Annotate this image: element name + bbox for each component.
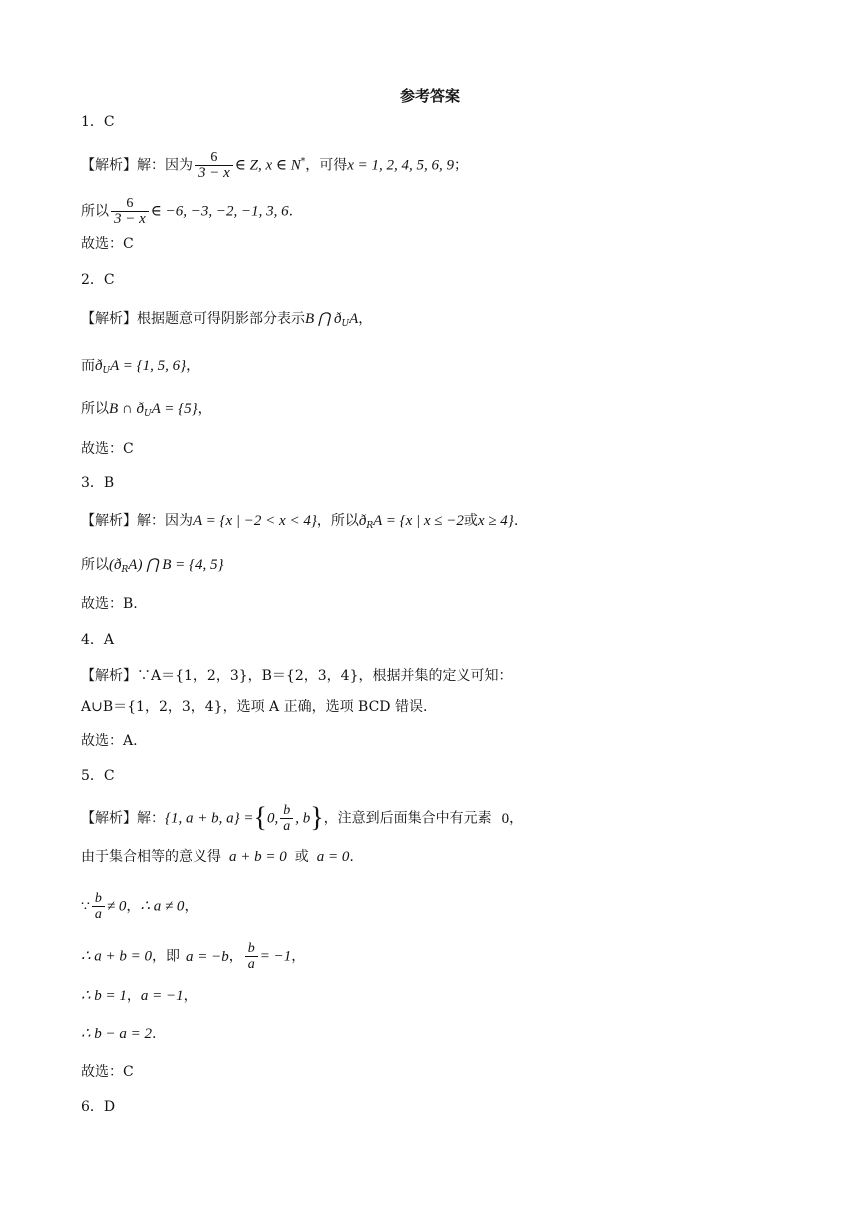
q1-l2-math: ∈ −6, −3, −2, −1, 3, 6 [150,203,289,220]
q3-l1-text: 【解析】解：因为 [81,513,193,529]
q5-l2-m1: a + b = 0 [229,849,287,865]
q5-analysis-line6 [81,1024,157,1044]
q2-analysis-line1 [81,309,372,334]
q2-l2-text: 而 [81,358,95,374]
q1-fraction-2 [111,196,149,227]
q1-x-values: x = 1, 2, 4, 5, 6, 9 [347,157,455,174]
q5-answer: 故选：C [81,1064,134,1080]
q2-l1-text: 【解析】根据题意可得阴影部分表示 [81,311,305,327]
q5-set-zero: 0, [266,810,279,827]
q5-l4-frac-den: a [245,956,258,972]
q5-l3-pre: ∵ [81,898,90,915]
q5-l6-end: . [152,1026,157,1042]
q1-fraction [195,150,233,181]
q5-frac-den: a [280,818,293,834]
q1-frac2-den: 3 − x [111,211,149,227]
q2-l2-math2: A = {1, 5, 6} [110,358,187,374]
q3-analysis-line1 [81,511,518,536]
q3-l2-sub: R [121,565,129,575]
q5-l1-text: 【解析】解： [81,810,165,827]
q5-l2-text: 由于集合相等的意义得 [81,849,221,865]
q5-l4-m1: ∴ a + b = 0 [81,948,153,965]
q1-end: ； [454,157,469,174]
q5-l3-frac-num: b [94,891,102,906]
q5-set-b: , b [295,810,311,827]
q3-comp-set-end: x ≥ 4} [477,513,514,529]
q5-l5-m1: ∴ b = 1 [81,988,127,1004]
q2-answer: 故选：C [81,441,134,457]
q2-l2-end: ， [186,358,201,374]
q5-frac-num: b [283,803,291,818]
q2-l3-math: B ∩ ð [109,401,144,417]
q5-l4-fraction [245,941,258,972]
q2-l1-math: B ⋂ ð [305,311,342,327]
q3-comp-set: A = {x | x ≤ −2 [373,513,464,529]
q1-l2-end: . [288,203,294,220]
q4-answer: 故选：A. [81,733,138,749]
q2-l1-end: ， [358,311,373,327]
q5-l3-mid: ， [126,898,141,915]
q5-l3-m2: ∴ a ≠ 0 [140,898,185,915]
q5-number: 5．C [81,768,115,784]
q3-l2-text: 所以 [81,557,109,573]
q5-zero: 0 [501,810,510,827]
q2-analysis-line3 [81,399,212,424]
q2-l1-math2: A [349,311,359,327]
q3-l2-m2: A) ⋂ B = {4, 5} [128,557,224,573]
q5-l3-frac-den: a [92,906,105,922]
q5-fraction [280,803,293,834]
q1-text-b: ，可得 [305,157,348,174]
q1-frac-num: 6 [210,150,218,165]
q1-analysis-line1 [81,150,468,181]
q3-l1-end: . [513,513,519,529]
q5-analysis-line2 [81,847,354,867]
q5-l6-m: ∴ b − a = 2 [81,1026,153,1042]
q5-l4-end: ， [291,948,306,965]
q1-answer: 故选：C [81,236,134,252]
q5-set-left: {1, a + b, a} = [165,810,254,827]
q3-comp: ð [358,513,367,529]
q5-analysis-line3 [81,891,198,922]
q5-l4-sep: ， [228,948,243,965]
q1-text-a: 解：因为 [137,157,193,174]
q5-l4-m3: = −1 [259,948,292,965]
q4-number: 4．A [81,632,115,648]
q2-l3-end: ， [197,401,212,417]
q5-l4-frac-num: b [247,941,255,956]
q5-l4-mid: ，即 [152,948,181,965]
q3-analysis-line2 [81,555,224,580]
q5-l2-or: 或 [294,849,309,865]
q1-frac-den: 3 − x [195,165,233,181]
q3-l2-m1: (ð [109,557,122,573]
q5-l5-mid: ， [126,988,141,1004]
q5-analysis-line1 [81,803,523,834]
page-title: 参考答案 [399,87,460,105]
q3-or: 或 [463,513,478,529]
right-brace: } [310,802,324,834]
q5-l2-end: . [349,849,354,865]
q2-l2-math: ð [95,358,103,374]
q4-analysis-line2: A∪B＝{1，2，3，4}，选项 A 正确，选项 BCD 错误. [81,699,428,715]
q2-analysis-line2 [81,356,200,381]
q2-l3-sub: U [144,409,152,419]
q3-answer: 故选：B. [81,596,138,612]
q5-l4-m2: a = −b [186,948,229,965]
q5-l3-end: ， [184,898,199,915]
q3-l1-mid: ，所以 [316,513,359,529]
q4-analysis-line1: 【解析】∵A＝{1，2，3}，B＝{2，3，4}，根据并集的定义可知： [81,668,513,684]
q1-math-set: ∈ Z, x ∈ N [234,157,301,174]
left-brace: { [253,802,267,834]
q5-l2-m2: a = 0 [316,849,350,865]
q5-l1-mid: ，注意到后面集合中有元素 [323,810,492,827]
q1-sup: * [300,156,306,167]
q5-analysis-line4 [81,941,305,972]
q1-analysis-line2 [81,196,293,227]
q2-l1-sub: U [341,319,350,329]
q5-l3-m1: ≠ 0 [106,898,127,915]
q2-l2-sub: U [102,366,111,376]
q3-number: 3．B [81,475,115,491]
q3-set-a: A = {x | −2 < x < 4} [193,513,317,529]
q6-number: 6．D [81,1099,116,1115]
q1-l2-text: 所以 [81,203,109,220]
q5-analysis-line5 [81,986,198,1006]
q2-l3-text: 所以 [81,401,109,417]
q5-l3-fraction [92,891,105,922]
q5-l5-m2: a = −1 [140,988,184,1004]
analysis-tag: 【解析】 [81,157,137,174]
q3-sub: R [366,521,374,531]
q1-frac2-num: 6 [126,196,134,211]
q5-l1-end: ， [509,810,524,827]
q2-l3-math2: A = {5} [151,401,198,417]
q5-l5-end: ， [183,988,198,1004]
q2-number: 2．C [81,272,115,288]
q1-number: 1．C [81,114,115,130]
